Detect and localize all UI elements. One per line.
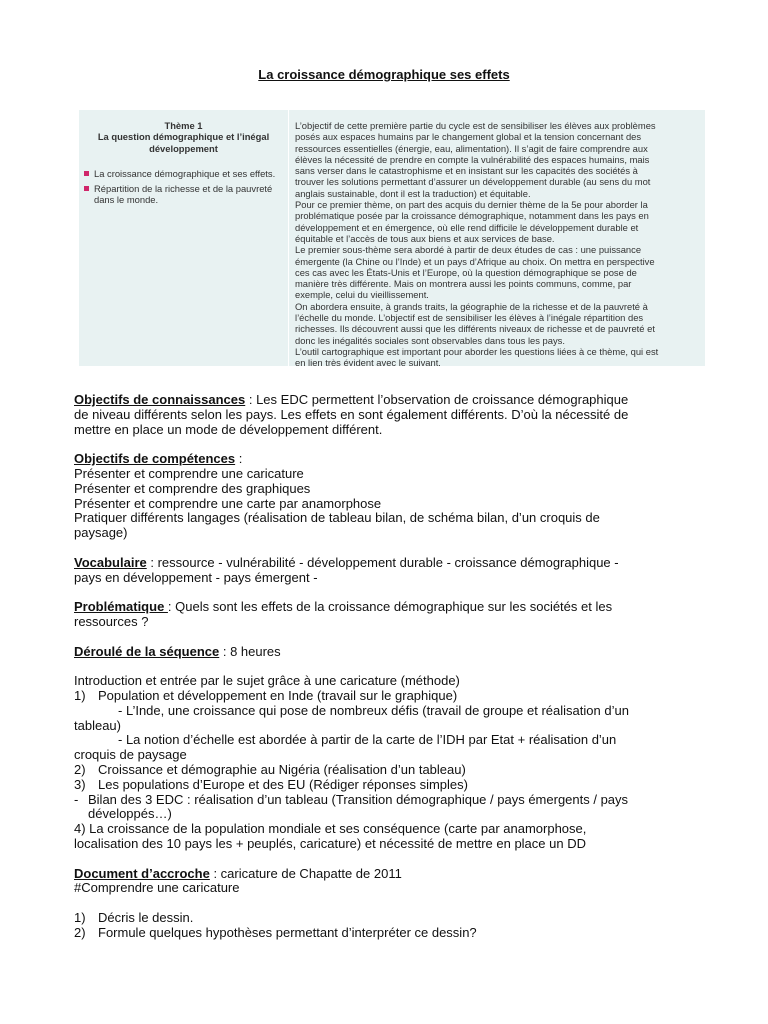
section-text: ressources ?	[74, 613, 149, 629]
square-bullet-icon	[84, 186, 89, 191]
competence-item: Présenter et comprendre des graphiques	[74, 480, 311, 496]
theme-description-line: émergente (la Chine ou l’Inde) et un pays d’Afrique au choix. On mettra en perspective	[295, 255, 655, 267]
theme-description-line: donc les inégalités sociales sont observables dans tous les pays.	[295, 334, 565, 346]
theme-description-line: ressources essentielles (énergie, eau, alimentation). Il s’agit de faire comprendre aux	[295, 142, 648, 154]
dash-bullet: -	[74, 791, 79, 807]
theme-description-line: richesses. Ils découvrent aussi que les différents niveaux de richesse et de pauvreté et	[295, 323, 655, 335]
theme-description-line: élèves la nécessité de prendre en compte la vulnérabilité des espaces humains, mais	[295, 153, 650, 165]
square-bullet-icon	[84, 171, 89, 176]
question-number: 2)	[74, 924, 86, 940]
section-text: : caricature de Chapatte de 2011	[209, 865, 402, 881]
theme-description-line: L’outil cartographique est important pour aborder les questions liées à ce thème, qui est	[295, 345, 659, 357]
section-label: Objectifs de connaissances	[74, 392, 246, 407]
section-deroule	[74, 645, 694, 660]
competence-item: Pratiquer différents langages (réalisation de tableau bilan, de schéma bilan, d’un croquis de	[74, 510, 600, 526]
section-objectifs-competences	[74, 452, 694, 541]
section-text: #Comprendre une caricature	[74, 880, 240, 896]
section-problematique	[74, 600, 694, 630]
question-item	[74, 911, 694, 926]
sequence-substep: - La notion d’échelle est abordée à partir de la carte de l’IDH par Etat + réalisation d’un	[118, 732, 617, 748]
section-vocabulaire	[74, 556, 694, 586]
sequence-step: 4) La croissance de la population mondiale et ses conséquence (carte par anamorphose,	[74, 821, 587, 837]
section-label: Déroulé de la séquence	[74, 643, 220, 659]
question-text: Décris le dessin.	[98, 909, 194, 925]
theme-description-line: Le premier sous-thème sera abordé à partir de deux études de cas : une puissance	[295, 244, 642, 256]
step-number: 2)	[74, 761, 86, 777]
page-title: La croissance démographique ses effets	[258, 67, 510, 82]
theme-description-line: anglais sustainable, dont il est la traduction) et équitable.	[295, 187, 531, 199]
theme-description-line: trouver les solutions permettant d’assurer un développement durable (au sens du mot	[295, 176, 651, 188]
theme-heading-line: développement	[149, 142, 218, 154]
theme-description-line: développement et en émergence, où elle rend difficile le développement durable et	[295, 221, 639, 233]
sequence-intro: Introduction et entrée par le sujet grâce à une caricature (méthode)	[74, 673, 460, 689]
theme-description	[295, 120, 697, 369]
sequence-substep: croquis de paysage	[74, 747, 187, 763]
theme-description-line: sans verser dans le catastrophisme et en insistant sur les capacités des sociétés à	[295, 165, 638, 177]
section-text: : Quels sont les effets de la croissance démographique sur les sociétés et les	[167, 599, 613, 615]
section-document	[74, 867, 694, 897]
theme-description-line: On abordera ensuite, à grands traits, la géographie de la richesse et de la pauvreté à	[295, 300, 648, 312]
section-label: Vocabulaire	[74, 554, 147, 570]
step-text: Population et développement en Inde (travail sur le graphique)	[98, 687, 458, 703]
question-number: 1)	[74, 909, 86, 925]
sequence-step	[74, 763, 694, 778]
document-body	[74, 393, 694, 940]
theme-item-text: La croissance démographique et ses effets.	[94, 167, 276, 179]
question-text: Formule quelques hypothèses permettant d’interpréter ce dessin?	[98, 924, 477, 940]
theme-description-line: équitable et l’accès de tous aux biens et aux services de base.	[295, 232, 555, 244]
competence-item: paysage)	[74, 525, 128, 541]
sequence-step: localisation des 10 pays les + peuplés, caricature) et nécessité de mettre en place un DD	[74, 835, 586, 851]
theme-description-line: exemple, celui du vieillissement.	[295, 289, 429, 301]
section-label: Document d’accroche	[74, 865, 210, 881]
step-text: Les populations d’Europe et des EU (Rédiger réponses simples)	[98, 776, 468, 792]
sequence-substep: - L’Inde, une croissance qui pose de nombreux défis (travail de groupe et réalisation d’un	[118, 702, 629, 718]
competence-item: Présenter et comprendre une carte par anamorphose	[74, 495, 382, 511]
theme-description-line: l’échelle du monde. L’objectif est de sensibiliser les élèves à l’inégale répartition des	[295, 312, 644, 324]
theme-box	[79, 110, 705, 369]
theme-sidebar	[79, 110, 289, 366]
theme-description-line: ces cas avec les États-Unis et l’Europe, où la question démographique se pose de	[295, 266, 637, 278]
step-text: Bilan des 3 EDC : réalisation d’un tableau (Transition démographique / pays émergents / pays développés…)	[88, 791, 629, 822]
section-text: mettre en place un mode de développement différent.	[74, 421, 383, 437]
step-text: Croissance et démographie au Nigéria (réalisation d’un tableau)	[98, 761, 466, 777]
step-number: 1)	[74, 687, 86, 703]
section-text: : 8 heures	[219, 643, 281, 659]
theme-item	[83, 168, 288, 179]
sequence-step	[74, 778, 694, 793]
question-item	[74, 926, 694, 941]
section-text: pays en développement - pays émergent -	[74, 569, 318, 585]
section-sequence	[74, 674, 694, 852]
section-text: de niveau différents selon les pays. Les effets en sont également différents. D’où la nécessité de	[74, 406, 629, 422]
theme-description-line: Pour ce premier thème, on part des acquis du dernier thème de la 5e pour aborder la	[295, 199, 648, 211]
sequence-bilan	[74, 793, 694, 823]
section-label: Objectifs de compétences	[74, 451, 236, 467]
section-text: :	[235, 451, 243, 467]
theme-item	[83, 183, 288, 206]
theme-description-line: L’objectif de cette première partie du cycle est de sensibiliser les élèves aux problèmes	[295, 120, 656, 131]
section-objectifs-connaissances	[74, 393, 694, 437]
theme-heading-line: Thème 1	[164, 120, 203, 131]
theme-description-line: manière très différente. Mais on montrera aussi les points communs, comme, par	[295, 278, 632, 290]
sequence-step	[74, 689, 694, 704]
theme-item-text: Répartition de la richesse et de la pauvreté dans le monde.	[94, 183, 273, 206]
section-questions	[74, 911, 694, 941]
competence-item: Présenter et comprendre une caricature	[74, 465, 304, 481]
theme-description-line: posés aux espaces humains par le changement global et la tension concernant des	[295, 131, 642, 143]
theme-heading	[79, 120, 288, 154]
section-text: : Les EDC permettent l’observation de croissance démographique	[245, 392, 629, 407]
theme-description-line: problématique posée par la croissance démographique, notamment dans les pays en	[295, 210, 649, 222]
sequence-substep: tableau)	[74, 717, 121, 733]
theme-description-line: en lien très évident avec le suivant.	[295, 357, 441, 369]
step-number: 3)	[74, 776, 86, 792]
section-label: Problématique	[74, 599, 168, 615]
section-text: : ressource - vulnérabilité - développement durable - croissance démographique -	[146, 554, 619, 570]
theme-heading-line: La question démographique et l’inégal	[97, 131, 270, 143]
theme-item-list	[79, 168, 288, 206]
